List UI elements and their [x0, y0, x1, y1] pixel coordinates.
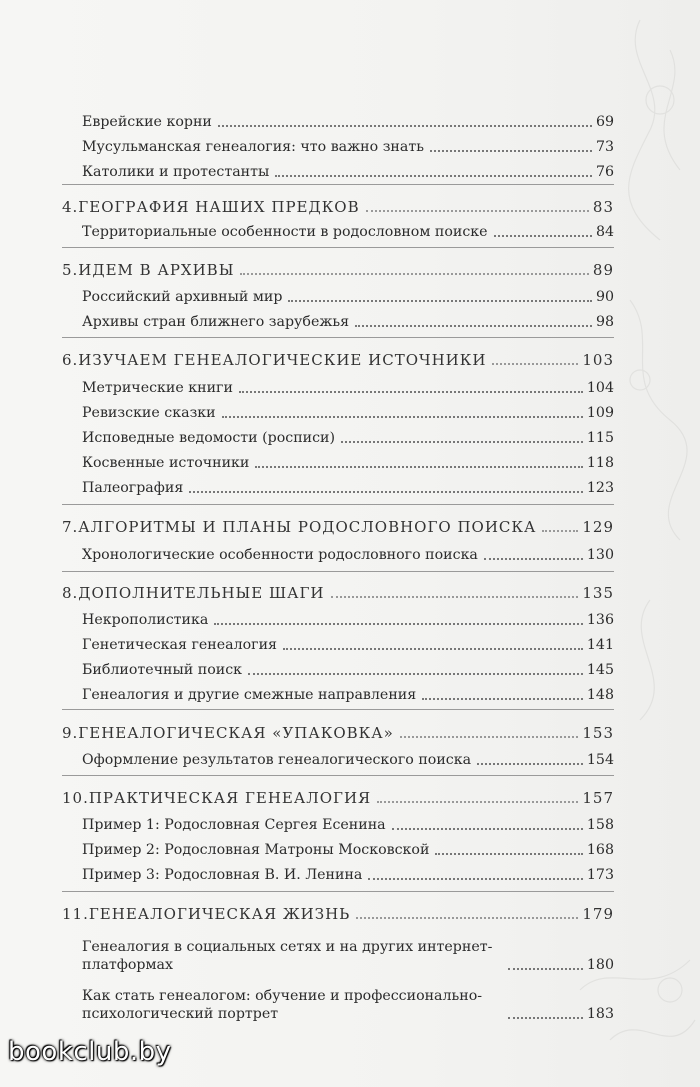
toc-section-entry[interactable]: [62, 479, 614, 497]
toc-section-entry[interactable]: [62, 611, 614, 629]
toc-page-number: 84: [595, 224, 614, 240]
toc-entry-title: Российский архивный мир: [82, 289, 283, 305]
dot-leader: [331, 596, 579, 598]
dot-leader: [508, 968, 583, 970]
dot-leader: [377, 801, 578, 803]
chapter-divider: [62, 337, 614, 338]
toc-entry-title: Генеалогия и другие смежные направления: [82, 687, 417, 703]
dot-leader: [484, 558, 583, 560]
toc-entry-title: Архивы стран ближнего зарубежья: [82, 314, 350, 330]
toc-page-number: 76: [595, 164, 614, 180]
toc-section-entry[interactable]: [62, 866, 614, 884]
dot-leader: [542, 530, 578, 532]
toc-entry-title: Палеография: [82, 480, 184, 496]
chapter-divider: [62, 891, 614, 892]
toc-entry-title: Территориальные особенности в родословном поиске: [82, 224, 488, 240]
toc-entry-title: 10.ПРАКТИЧЕСКАЯ ГЕНЕАЛОГИЯ: [62, 789, 372, 807]
toc-section-entry[interactable]: [62, 313, 614, 331]
toc-entry-title: 8.ДОПОЛНИТЕЛЬНЫЕ ШАГИ: [62, 584, 325, 602]
toc-entry-title: Библиотечный поиск: [82, 662, 243, 678]
toc-page-number: 90: [595, 289, 614, 305]
toc-page-number: 145: [586, 662, 614, 678]
toc-entry-title: Пример 3: Родословная В. И. Ленина: [82, 867, 363, 883]
toc-page-number: 179: [582, 905, 614, 923]
toc-page-number: 104: [586, 380, 614, 396]
toc-section-entry[interactable]: [62, 113, 614, 131]
toc-section-entry[interactable]: [62, 404, 614, 422]
dot-leader: [341, 441, 583, 443]
dot-leader: [477, 763, 583, 765]
toc-chapter-entry[interactable]: [62, 584, 614, 602]
chapter-divider: [62, 775, 614, 776]
toc-page-number: 173: [586, 867, 614, 883]
dot-leader: [218, 125, 592, 127]
toc-entry-title: 5.ИДЕМ В АРХИВЫ: [62, 261, 235, 279]
toc-section-entry[interactable]: [62, 751, 614, 769]
toc-entry-title: Пример 1: Родословная Сергея Есенина: [82, 817, 386, 833]
toc-page-number: 118: [586, 455, 614, 471]
toc-section-entry[interactable]: [62, 379, 614, 397]
dot-leader: [435, 853, 582, 855]
toc-page-number: 148: [586, 687, 614, 703]
toc-section-entry[interactable]: [62, 816, 614, 834]
toc-entry-title: 7.АЛГОРИТМЫ И ПЛАНЫ РОДОСЛОВНОГО ПОИСКА: [62, 518, 537, 536]
toc-section-entry[interactable]: [62, 223, 614, 241]
dot-leader: [355, 325, 592, 327]
dot-leader: [366, 210, 589, 212]
dot-leader: [494, 235, 592, 237]
toc-section-entry[interactable]: [62, 454, 614, 472]
toc-entry-title: Косвенные источники: [82, 455, 250, 471]
dot-leader: [239, 391, 583, 393]
dot-leader: [368, 878, 583, 880]
toc-entry-title: 6.ИЗУЧАЕМ ГЕНЕАЛОГИЧЕСКИЕ ИСТОЧНИКИ: [62, 351, 487, 369]
toc-entry-title: Метрические книги: [82, 380, 233, 396]
toc-page-number: 73: [595, 139, 614, 155]
toc-page-number: 130: [586, 547, 614, 563]
chapter-divider: [62, 709, 614, 710]
dot-leader: [275, 175, 592, 177]
toc-page-number: 83: [592, 198, 614, 216]
dot-leader: [392, 828, 583, 830]
toc-page-number: 180: [586, 957, 614, 973]
dot-leader: [430, 150, 592, 152]
toc-chapter-entry[interactable]: [62, 261, 614, 279]
toc-page-number: 69: [595, 114, 614, 130]
toc-entry-title: Ревизские сказки: [82, 405, 216, 421]
toc-page-number: 98: [595, 314, 614, 330]
toc-chapter-entry[interactable]: [62, 198, 614, 216]
toc-section-entry[interactable]: [62, 686, 614, 704]
dot-leader: [255, 466, 583, 468]
chapter-divider: [62, 571, 614, 572]
dot-leader: [222, 416, 583, 418]
toc-chapter-entry[interactable]: [62, 724, 614, 742]
toc-chapter-entry[interactable]: [62, 905, 614, 923]
dot-leader: [492, 363, 578, 365]
toc-page-number: 129: [582, 518, 614, 536]
dot-leader: [283, 648, 583, 650]
toc-entry-title: Еврейские корни: [82, 114, 212, 130]
toc-page-number: 153: [582, 724, 614, 742]
toc-chapter-entry[interactable]: [62, 351, 614, 369]
dot-leader: [508, 1017, 583, 1019]
toc-page-number: 154: [586, 752, 614, 768]
dot-leader: [422, 698, 583, 700]
dot-leader: [240, 273, 588, 275]
toc-entry-title: Генеалогия в социальных сетях и на других интернет-платформах: [82, 939, 493, 973]
toc-entry-title: Исповедные ведомости (росписи): [82, 430, 336, 446]
toc-page-number: 123: [586, 480, 614, 496]
chapter-divider: [62, 247, 614, 248]
watermark-text: bookclub.by: [8, 1037, 172, 1067]
toc-page-number: 158: [586, 817, 614, 833]
dot-leader: [400, 736, 579, 738]
toc-page-number: 183: [586, 1006, 614, 1022]
toc-entry-title: Хронологические особенности родословного поиска: [82, 547, 478, 563]
toc-section-entry[interactable]: [62, 546, 614, 564]
dot-leader: [189, 491, 583, 493]
toc-entry-title: Как стать генеалогом: обучение и профессионально-психологический портрет: [82, 988, 483, 1022]
toc-page-number: 136: [586, 612, 614, 628]
toc-section-entry[interactable]: [62, 429, 614, 447]
toc-section-entry[interactable]: [62, 841, 614, 859]
toc-section-entry[interactable]: [62, 163, 614, 181]
toc-page-number: 141: [586, 637, 614, 653]
toc-section-entry[interactable]: [62, 636, 614, 654]
toc-section-entry[interactable]: [62, 987, 614, 1023]
chapter-divider: [62, 504, 614, 505]
toc-page-number: 89: [592, 261, 614, 279]
dot-leader: [356, 917, 578, 919]
dot-leader: [288, 300, 592, 302]
toc-page-number: 135: [582, 584, 614, 602]
toc-entry-title: 11.ГЕНЕАЛОГИЧЕСКАЯ ЖИЗНЬ: [62, 905, 351, 923]
toc-section-entry[interactable]: [62, 938, 614, 974]
toc-chapter-entry[interactable]: [62, 518, 614, 536]
toc-entry-title: Генетическая генеалогия: [82, 637, 277, 653]
toc-chapter-entry[interactable]: [62, 789, 614, 807]
toc-page-number: 168: [586, 842, 614, 858]
toc-page-number: 109: [586, 405, 614, 421]
toc-entry-title: Мусульманская генеалогия: что важно знать: [82, 139, 424, 155]
toc-section-entry[interactable]: [62, 138, 614, 156]
dot-leader: [248, 673, 583, 675]
toc-page-number: 157: [582, 789, 614, 807]
toc-entry-title: Оформление результатов генеалогического поиска: [82, 752, 472, 768]
dot-leader: [214, 623, 583, 625]
toc-entry-title: 4.ГЕОГРАФИЯ НАШИХ ПРЕДКОВ: [62, 198, 360, 216]
toc-section-entry[interactable]: [62, 288, 614, 306]
chapter-divider: [62, 184, 614, 185]
toc-section-entry[interactable]: [62, 661, 614, 679]
toc-page-number: 103: [582, 351, 614, 369]
toc-page-number: 115: [586, 430, 614, 446]
toc-entry-title: 9.ГЕНЕАЛОГИЧЕСКАЯ «УПАКОВКА»: [62, 724, 394, 742]
toc-entry-title: Пример 2: Родословная Матроны Московской: [82, 842, 430, 858]
toc-entry-title: Католики и протестанты: [82, 164, 270, 180]
toc-entry-title: Некрополистика: [82, 612, 209, 628]
